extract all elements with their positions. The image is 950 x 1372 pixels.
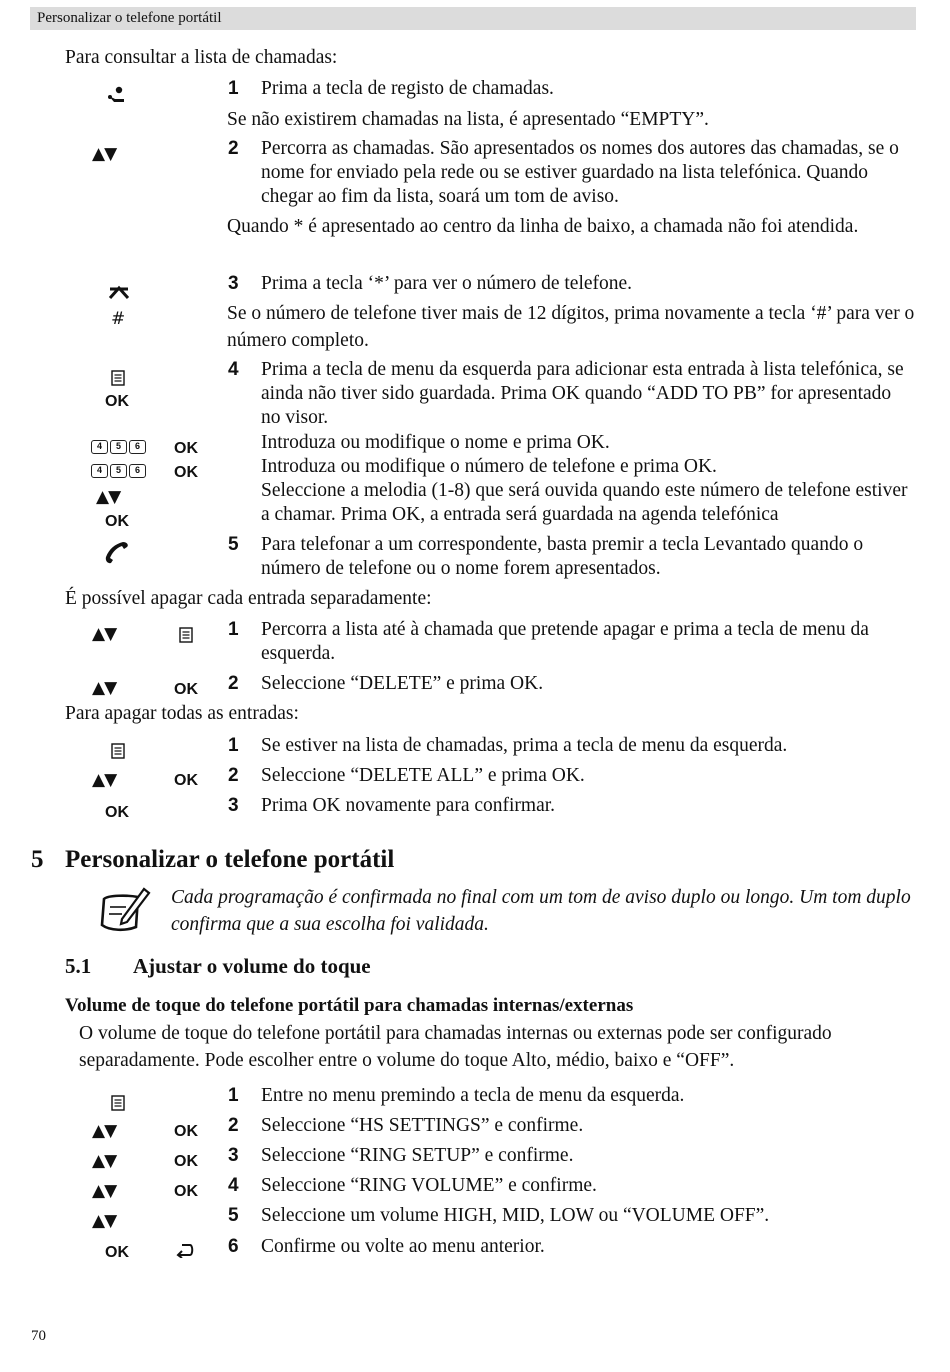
menu-key-icon (179, 627, 193, 643)
menu-key-icon (111, 370, 125, 386)
call-log-icon (106, 85, 128, 107)
nav-arrows-icon: ▲▼ (96, 487, 121, 507)
nav-arrows-icon: ▲▼ (92, 624, 117, 644)
delete-one-step-2: Seleccione “DELETE” e prima OK. (261, 673, 544, 694)
ok-key-icon: OK (174, 1153, 198, 1170)
step-number: 1 (228, 1085, 239, 1106)
step-number: 1 (228, 735, 239, 756)
section-title: Personalizar o telefone portátil (65, 846, 395, 873)
ring-step-4: Seleccione “RING VOLUME” e confirme. (261, 1175, 597, 1196)
delete-one-intro: É possível apagar cada entrada separadamente: (65, 588, 432, 609)
calllist-step-5: Para telefonar a um correspondente, basta premir a tecla Levantado quando o número de telefone ou o nome forem apresentados. (261, 534, 864, 579)
ok-key-icon: OK (174, 464, 198, 481)
ok-key-icon: OK (105, 393, 129, 410)
section-paragraph: O volume de toque do telefone portátil para chamadas internas ou externas pode ser configurado separadamente. Pode escolher entre o volume do toque Alto, médio, baixo e “OFF”. (79, 1023, 832, 1071)
calllist-step-4d: Seleccione a melodia (1-8) que será ouvida quando este número de telefone estiver a chamar. Prima OK, a entrada será guardada na agenda telefónica (261, 480, 908, 525)
note-pad-icon (98, 885, 154, 935)
delete-all-step-3: Prima OK novamente para confirmar. (261, 795, 556, 816)
step-number: 1 (228, 78, 239, 99)
subsection-title: Ajustar o volume do toque (133, 954, 371, 978)
calllist-step-4c: Introduza ou modifique o número de telefone e prima OK. (261, 456, 717, 477)
ok-key-icon: OK (174, 772, 198, 789)
running-header: Personalizar o telefone portátil (30, 7, 916, 30)
ring-step-3: Seleccione “RING SETUP” e confirme. (261, 1145, 574, 1166)
page-number: 70 (31, 1328, 46, 1344)
section-heading (31, 845, 394, 875)
nav-arrows-icon: ▲▼ (92, 1121, 117, 1141)
step-number: 3 (228, 1145, 239, 1166)
keypad-icon: 4 5 6 (91, 464, 146, 478)
back-icon (176, 1242, 194, 1258)
nav-arrows-icon: ▲▼ (92, 1181, 117, 1201)
step-number: 2 (228, 138, 239, 159)
step-number: 1 (228, 619, 239, 640)
step-number: 3 (228, 273, 239, 294)
delete-one-step-1: Percorra a lista até à chamada que pretende apagar e prima a tecla de menu da esquerda. (261, 619, 869, 664)
step-number: 4 (228, 359, 239, 380)
step-number: 2 (228, 765, 239, 786)
ring-step-1: Entre no menu premindo a tecla de menu da esquerda. (261, 1085, 685, 1106)
menu-key-icon (111, 1095, 125, 1111)
ok-key-icon: OK (174, 440, 198, 457)
calllist-note-hash: Se o número de telefone tiver mais de 12 dígitos, prima novamente a tecla ‘#’ para ver o número completo. (227, 303, 915, 351)
calllist-step-1: Prima a tecla de registo de chamadas. (261, 78, 554, 99)
step-number: 5 (228, 534, 239, 555)
menu-key-icon (111, 743, 125, 759)
hash-key-icon: # (111, 309, 126, 329)
subsection-number: 5.1 (65, 954, 92, 978)
calllist-note-empty: Se não existirem chamadas na lista, é apresentado “EMPTY”. (227, 109, 709, 130)
ok-key-icon: OK (174, 1183, 198, 1200)
calllist-step-4b: Introduza ou modifique o nome e prima OK. (261, 432, 610, 453)
ok-key-icon: OK (174, 1123, 198, 1140)
step-number: 4 (228, 1175, 239, 1196)
step-number: 2 (228, 673, 239, 694)
subheading: Volume de toque do telefone portátil para chamadas internas/externas (65, 995, 634, 1016)
handset-icon (103, 539, 131, 565)
step-number: 6 (228, 1236, 239, 1257)
ring-step-2: Seleccione “HS SETTINGS” e confirme. (261, 1115, 584, 1136)
nav-arrows-icon: ▲▼ (92, 1211, 117, 1231)
ring-step-6: Confirme ou volte ao menu anterior. (261, 1236, 545, 1257)
ok-key-icon: OK (105, 804, 129, 821)
ring-step-5: Seleccione um volume HIGH, MID, LOW ou “VOLUME OFF”. (261, 1205, 770, 1226)
subsection-heading (65, 953, 371, 979)
nav-arrows-icon: ▲▼ (92, 678, 117, 698)
calllist-step-4: Prima a tecla de menu da esquerda para adicionar esta entrada à lista telefónica, se ainda não tiver sido guardada. Prima OK quando “ADD TO PB” for apresentado no visor. (261, 359, 904, 428)
nav-arrows-icon: ▲▼ (92, 1151, 117, 1171)
section-note: Cada programação é confirmada no final com um tom de aviso duplo ou longo. Um tom duplo confirma que a sua escolha foi validada. (171, 887, 911, 935)
calllist-step-2: Percorra as chamadas. São apresentados os nomes dos autores das chamadas, se o nome for enviado pela rede ou se estiver guardado na lista telefónica. Quando chegar ao fim da lista, soará um tom de aviso. (261, 138, 899, 207)
section-number: 5 (31, 846, 44, 873)
ok-key-icon: OK (105, 1244, 129, 1261)
star-key-icon (108, 284, 130, 300)
step-number: 5 (228, 1205, 239, 1226)
delete-all-step-2: Seleccione “DELETE ALL” e prima OK. (261, 765, 585, 786)
nav-arrows-icon: ▲▼ (92, 144, 117, 164)
nav-arrows-icon: ▲▼ (92, 770, 117, 790)
ok-key-icon: OK (174, 681, 198, 698)
delete-all-step-1: Se estiver na lista de chamadas, prima a tecla de menu da esquerda. (261, 735, 788, 756)
step-number: 3 (228, 795, 239, 816)
ok-key-icon: OK (105, 513, 129, 530)
calllist-intro: Para consultar a lista de chamadas: (65, 47, 338, 68)
step-number: 2 (228, 1115, 239, 1136)
calllist-step-3: Prima a tecla ‘*’ para ver o número de telefone. (261, 273, 633, 294)
calllist-note-star: Quando * é apresentado ao centro da linha de baixo, a chamada não foi atendida. (227, 216, 859, 237)
delete-all-intro: Para apagar todas as entradas: (65, 703, 299, 724)
keypad-icon: 4 5 6 (91, 440, 146, 454)
